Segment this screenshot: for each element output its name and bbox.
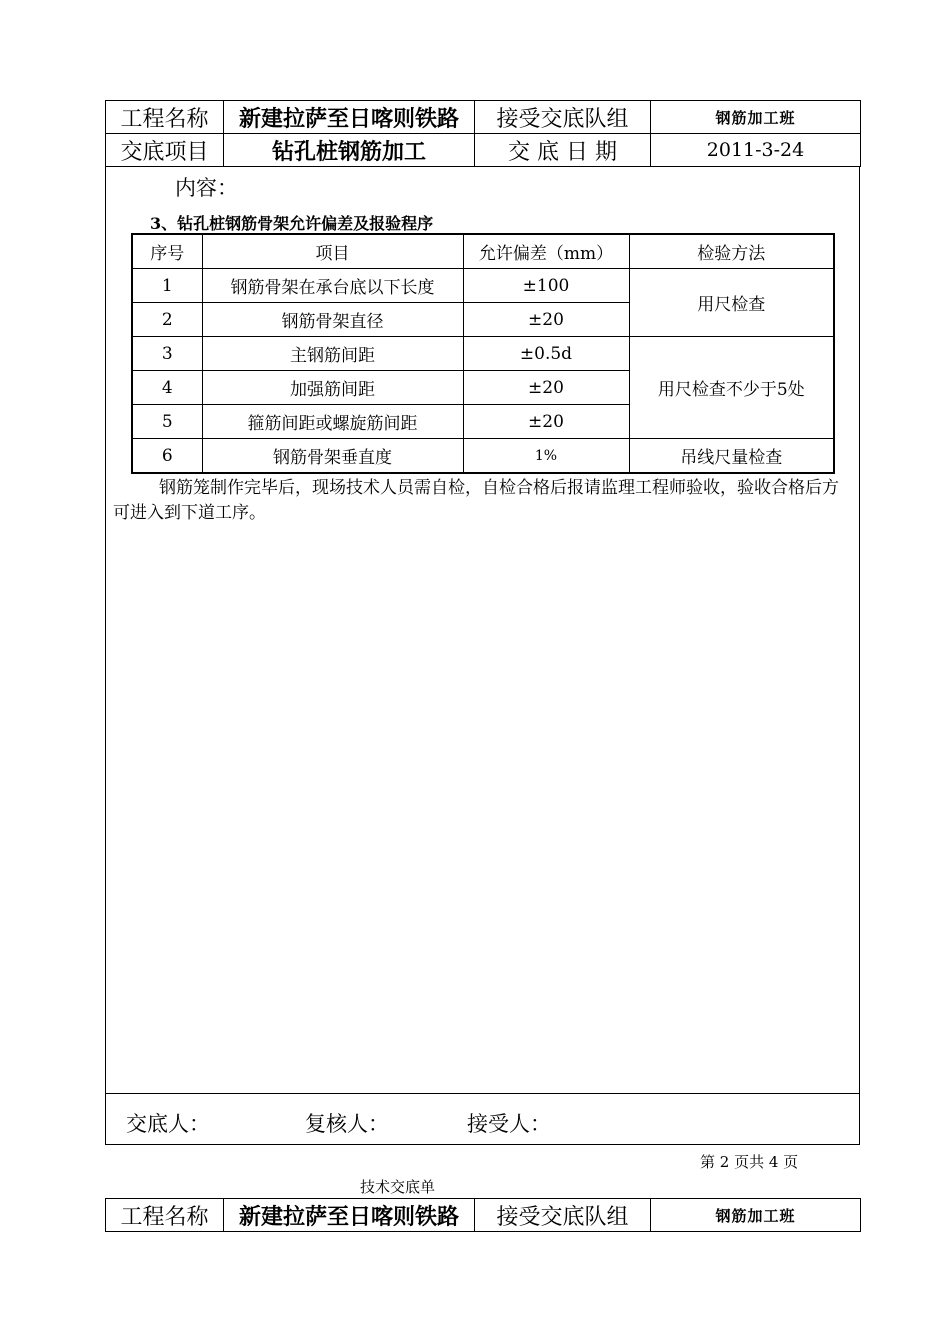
col-header-tolerance: 允许偏差（mm） <box>463 234 629 269</box>
col-header-method: 检验方法 <box>629 234 834 269</box>
content-label: 内容： <box>175 176 238 200</box>
label-project-name: 工程名称 <box>106 1199 224 1232</box>
date-value: 2011-3-24 <box>651 134 861 167</box>
cell-item: 主钢筋间距 <box>202 337 463 371</box>
label-project-name: 工程名称 <box>106 101 224 134</box>
cell-tolerance: ±20 <box>463 371 629 405</box>
label-item: 交底项目 <box>106 134 224 167</box>
next-header-table <box>105 1198 861 1232</box>
body-paragraph: 钢筋笼制作完毕后，现场技术人员需自检，自检合格后报请监理工程师验收，验收合格后方可进入到下道工序。 <box>113 478 839 523</box>
section-title: 3、钻孔桩钢筋骨架允许偏差及报验程序 <box>150 214 434 233</box>
table-row <box>132 337 834 371</box>
cell-item: 钢筋骨架直径 <box>202 303 463 337</box>
table-row <box>132 439 834 474</box>
cell-item: 钢筋骨架垂直度 <box>202 439 463 474</box>
cell-method: 吊线尺量检查 <box>629 439 834 474</box>
cell-method: 用尺检查 <box>629 269 834 337</box>
project-name: 新建拉萨至日喀则铁路 <box>224 101 475 134</box>
cell-no: 4 <box>132 371 202 405</box>
label-team: 接受交底队组 <box>475 101 651 134</box>
cell-tolerance: 1% <box>463 439 629 474</box>
header-table <box>105 100 861 167</box>
col-header-no: 序号 <box>132 234 202 269</box>
next-doc-title: 技术交底单 <box>360 1178 436 1196</box>
signature-submitter: 交底人： <box>126 1112 210 1136</box>
cell-no: 5 <box>132 405 202 439</box>
label-team: 接受交底队组 <box>475 1199 651 1232</box>
cell-tolerance: ±0.5d <box>463 337 629 371</box>
cell-tolerance: ±20 <box>463 303 629 337</box>
table-row <box>132 269 834 303</box>
cell-tolerance: ±20 <box>463 405 629 439</box>
item-name: 钻孔桩钢筋加工 <box>224 134 475 167</box>
table-header-row <box>132 234 834 269</box>
cell-no: 2 <box>132 303 202 337</box>
col-header-item: 项目 <box>202 234 463 269</box>
cell-no: 6 <box>132 439 202 474</box>
cell-method: 用尺检查不少于5处 <box>629 337 834 439</box>
tolerance-table <box>131 233 835 474</box>
team-name: 钢筋加工班 <box>651 101 861 134</box>
cell-item: 钢筋骨架在承台底以下长度 <box>202 269 463 303</box>
cell-no: 1 <box>132 269 202 303</box>
label-date: 交 底 日 期 <box>475 134 651 167</box>
team-name: 钢筋加工班 <box>651 1199 861 1232</box>
signature-reviewer: 复核人： <box>305 1112 389 1136</box>
signature-divider <box>106 1093 859 1094</box>
cell-item: 箍筋间距或螺旋筋间距 <box>202 405 463 439</box>
project-name: 新建拉萨至日喀则铁路 <box>224 1199 475 1232</box>
signature-receiver: 接受人： <box>467 1112 551 1136</box>
cell-no: 3 <box>132 337 202 371</box>
page-number: 第 2 页共 4 页 <box>700 1153 799 1171</box>
cell-tolerance: ±100 <box>463 269 629 303</box>
cell-item: 加强筋间距 <box>202 371 463 405</box>
